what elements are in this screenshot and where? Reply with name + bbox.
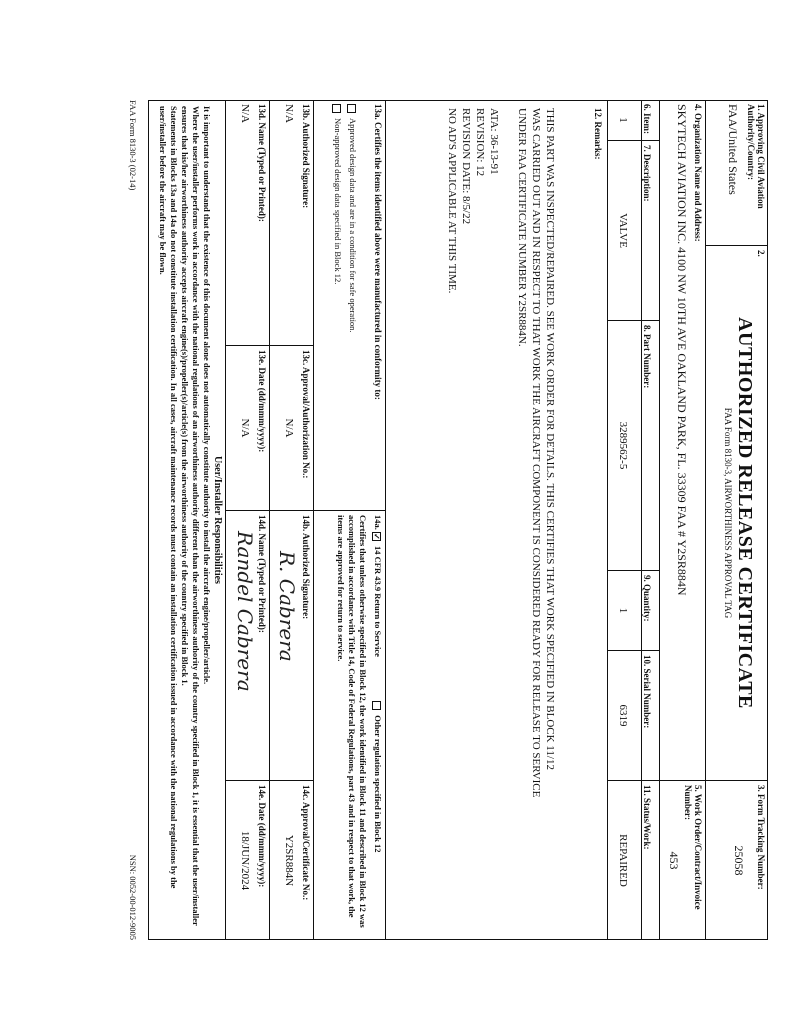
rotated-form-sheet [108, 100, 768, 940]
footer-nsn: NSN: 0052-00-012-9005 [128, 854, 138, 940]
block-4-label: 4. Organization Name and Address: [693, 104, 703, 242]
checkbox-14a-other-regulation[interactable] [372, 701, 381, 710]
block-14a-option-2-text: Other regulation specified in Block 12 [373, 715, 383, 853]
block-7-header [642, 140, 659, 320]
footer-form-number: FAA Form 8130-3 (02-14) [128, 100, 138, 191]
certificate-subtitle: FAA Form 8130-3, AIRWORTHINESS APPROVAL TAG [723, 407, 733, 619]
block-10-cell [608, 650, 641, 780]
block-13a [314, 100, 385, 510]
block-12 [386, 100, 607, 940]
block-11-header [642, 780, 659, 940]
block-11-label: 11. Status/Work: [642, 785, 652, 850]
block-9-header [642, 570, 659, 650]
block-8-cell [608, 320, 641, 570]
checkbox-13a-approved[interactable] [347, 104, 356, 113]
block-13a-option-2 [332, 104, 343, 506]
block-13c-value: N/A [283, 418, 295, 438]
organization-row [660, 100, 706, 940]
remarks-revision: REVISION: 12 [474, 108, 486, 177]
block-13a-label: 13a. Certifies the items identified above were manufactured in conformity to: [373, 104, 383, 400]
block-9-value: 1 [617, 607, 629, 614]
checkbox-14a-return-to-service[interactable]: ✓ [372, 533, 382, 540]
block-13b-value: N/A [283, 104, 295, 123]
block-13d-value: N/A [239, 104, 251, 123]
block-13b [270, 100, 313, 345]
block-13c [270, 345, 313, 510]
block-10-header [642, 650, 659, 780]
block-5-value: 453 [667, 851, 681, 870]
block-11-cell [608, 780, 641, 940]
block-14e-label: 14e. Date (dd/mmm/yyyy): [257, 785, 267, 888]
block-5-label: 5. Work Order/Contract/Invoice Number: [683, 785, 703, 910]
certificate-title: AUTHORIZED RELEASE CERTIFICATE [734, 317, 756, 709]
user-installer-responsibilities [148, 100, 225, 940]
block-13a-option-1-text: Approved design data and are in a condition for safe operation. [348, 118, 358, 333]
block-13e-value: N/A [239, 418, 251, 438]
remarks-ata: ATA: 36-13-91 [488, 108, 500, 175]
signature-row [270, 100, 314, 940]
block-7-value: VALVE [617, 213, 629, 248]
block-14d-signature: Randel Cabrera [233, 531, 257, 692]
authorized-release-certificate [108, 100, 768, 940]
item-header-row [642, 100, 660, 940]
block-8-label: 8. Part Number: [642, 325, 652, 389]
remarks-ads: NO AD'S APPLICABLE AT THIS TIME. [446, 108, 458, 294]
block-6-cell [608, 100, 641, 140]
responsibilities-title: User/Installer Responsibilities [212, 456, 223, 584]
responsibilities-paragraph-1: It is important to understand that the existence of this document alone does not automatically constitute authority to install the aircraft engine/propeller/article. [202, 106, 212, 685]
block-11-value: REPAIRED [617, 834, 629, 887]
responsibilities-paragraph-3: Statements in Blocks 13a and 14a do not constitute installation certification. In all cases, aircraft maintenance records must contain an installation certification issued in accordance with the national regulations by the user/installer before the aircraft may be flown. [158, 106, 179, 889]
remarks-line-2: WAS CARRIED OUT AND IN RESPECT TO THAT WORK THE AIRCRAFT COMPONENT IS CONSIDERED READY FOR RELEASE TO SERVICE [530, 108, 542, 798]
block-4 [660, 100, 705, 780]
name-date-row [226, 100, 270, 940]
block-9-cell [608, 570, 641, 650]
block-13d-label: 13d. Name (Typed or Printed): [257, 104, 267, 222]
item-value-row [608, 100, 642, 940]
block-1 [706, 100, 768, 245]
remarks-line-1: THIS PART WAS INSPECTED/REPAIRED. SEE WORK ORDER FOR DETAILS. THIS CERTIFIES THAT WORK SPECIFIED IN BLOCK 11/12 [544, 108, 556, 770]
block-13d [226, 100, 269, 345]
block-7-label: 7. Description: [642, 145, 652, 202]
block-13a-option-1 [347, 104, 358, 506]
header-row [706, 100, 768, 940]
block-3 [706, 780, 768, 940]
block-14a-label: 14a. [373, 515, 383, 530]
responsibilities-paragraph-2: Where the user/installer performs work in accordance with the national regulations of an airworthiness authority different than the airworthiness authority of the country specified in Block 1, it is essential that the user/installer ensures that his/her airworthiness authority accepts aircraft engine(s)/propeller(s)/article(s) from the airworthiness authority of the country specified in Block 1. [180, 106, 201, 926]
block-14c [270, 780, 313, 940]
block-3-value: 25058 [732, 845, 746, 876]
block-1-value: FAA/United States [726, 104, 740, 195]
block-14a [314, 510, 385, 940]
remarks-row [386, 100, 608, 940]
block-2-label: 2. [756, 250, 766, 257]
remarks-revision-date: REVISION DATE: 8/5/22 [460, 108, 472, 225]
block-7-cell [608, 140, 641, 320]
block-13b-label: 13b. Authorized Signature: [301, 104, 311, 209]
block-8-header [642, 320, 659, 570]
block-14d [226, 510, 269, 780]
block-6-label: 6. Item: [642, 104, 652, 134]
block-14b-label: 14b. Authorized Signature: [301, 515, 311, 620]
block-13e [226, 345, 269, 510]
block-5 [660, 780, 705, 940]
block-14b-signature: R. Cabrera [275, 551, 299, 662]
block-13c-label: 13c. Approval/Authorization No.: [301, 350, 311, 479]
block-3-label: 3. Form Tracking Number: [756, 785, 766, 890]
block-14e [226, 780, 269, 940]
certification-row [314, 100, 386, 940]
block-6-header [642, 100, 659, 140]
block-6-value: 1 [617, 117, 629, 123]
block-14b [270, 510, 313, 780]
checkbox-13a-non-approved[interactable] [332, 104, 341, 113]
block-14e-value: 18/JUN/2024 [239, 830, 251, 891]
block-1-label: 1. Approving Civil Aviation Authority/Country: [746, 104, 766, 209]
block-14a-option-1-text: 14 CFR 43.9 Return to Service [373, 546, 383, 657]
remarks-text [445, 108, 557, 932]
block-14c-value: Y2SR884N [283, 834, 295, 887]
remarks-line-3: UNDER FAA CERTIFICATE NUMBER Y2SR884N. [516, 108, 528, 347]
block-4-value: SKYTECH AVIATION INC. 4100 NW 10TH AVE OAKLAND PARK, FL. 33309 FAA # Y2SR884N [675, 104, 689, 596]
block-13a-option-2-text: Non-approved design data specified in Block 12. [333, 118, 343, 285]
block-10-label: 10. Serial Number: [642, 655, 652, 729]
block-14d-label: 14d. Name (Typed or Printed): [257, 515, 267, 633]
block-12-label: 12. Remarks: [593, 108, 603, 160]
block-14c-label: 14c. Approval/Certificate No.: [301, 785, 311, 901]
responsibilities-row [148, 100, 226, 940]
block-8-value: 3289562-5 [617, 421, 629, 470]
block-14a-certification-text: Certifies that unless otherwise specified in Block 12, the work identified in Block 11 and described in Block 12 was accomplished in accordance with Title 14, Code of Federal Regulations, part 43 and in respect to that work, the items are approved for return to service. [336, 515, 368, 928]
block-9-label: 9. Quantity: [642, 575, 652, 622]
block-10-value: 6319 [617, 704, 629, 727]
block-13e-label: 13e. Date (dd/mmm/yyyy): [257, 350, 267, 453]
block-2 [706, 245, 768, 780]
